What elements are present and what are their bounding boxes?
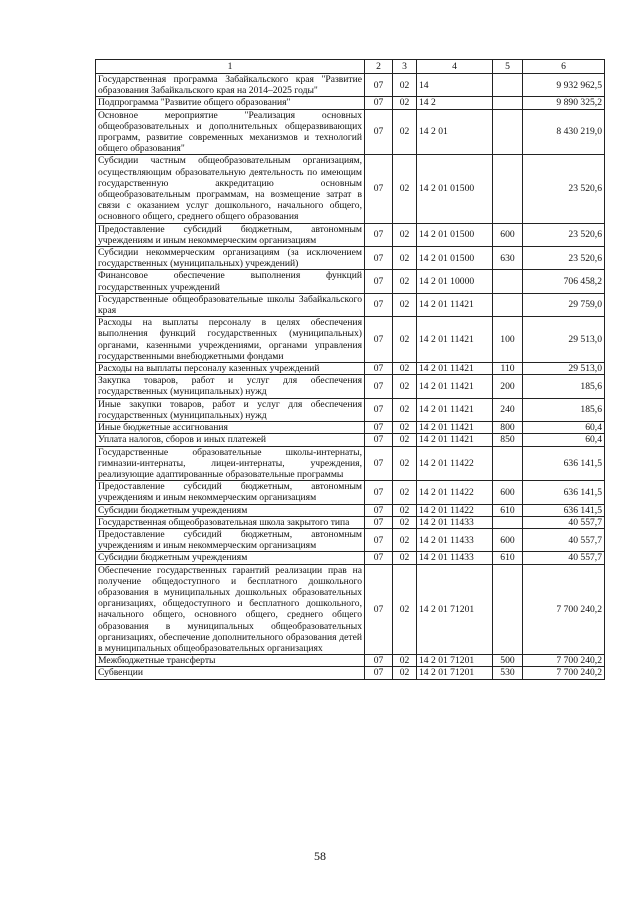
header-col-4: 4 (417, 60, 493, 74)
row-subsection-cell: 02 (393, 422, 417, 434)
row-name-cell: Предоставление субсидий бюджетным, автономным учреждениям и иным некоммерческим организациям (96, 528, 365, 551)
budget-table (95, 59, 605, 680)
row-subsection-cell: 02 (393, 293, 417, 316)
row-target-article-cell: 14 2 01 01500 (417, 247, 493, 270)
row-name-cell: Расходы на выплаты персоналу казенных учреждений (96, 363, 365, 375)
row-expense-type-cell: 530 (493, 667, 523, 679)
table-row (96, 434, 605, 446)
row-subsection-cell: 02 (393, 655, 417, 667)
table-row (96, 270, 605, 293)
row-target-article-cell: 14 2 01 11422 (417, 481, 493, 504)
row-amount-cell: 8 430 219,0 (523, 109, 605, 155)
table-row (96, 528, 605, 551)
row-amount-cell: 636 141,5 (523, 446, 605, 481)
row-subsection-cell: 02 (393, 528, 417, 551)
row-amount-cell: 185,6 (523, 375, 605, 398)
row-name-cell: Закупка товаров, работ и услуг для обеспечения государственных (муниципальных) нужд (96, 375, 365, 398)
row-target-article-cell: 14 2 01 01500 (417, 155, 493, 223)
table-row (96, 223, 605, 246)
row-name-cell: Иные бюджетные ассигнования (96, 422, 365, 434)
row-expense-type-cell: 500 (493, 655, 523, 667)
row-expense-type-cell: 610 (493, 552, 523, 564)
page-number: 58 (314, 849, 326, 863)
table-row (96, 155, 605, 223)
row-expense-type-cell (493, 74, 523, 97)
row-subsection-cell: 02 (393, 667, 417, 679)
row-amount-cell: 636 141,5 (523, 481, 605, 504)
row-target-article-cell: 14 2 01 71201 (417, 655, 493, 667)
table-row (96, 97, 605, 109)
row-amount-cell: 29 513,0 (523, 363, 605, 375)
row-target-article-cell: 14 2 01 11421 (417, 317, 493, 363)
row-amount-cell: 29 513,0 (523, 317, 605, 363)
row-name-cell: Государственная программа Забайкальского края "Развитие образования Забайкальского края на 2014–2025 годы" (96, 74, 365, 97)
row-section-cell: 07 (365, 481, 393, 504)
row-section-cell: 07 (365, 375, 393, 398)
row-name-cell: Субвенции (96, 667, 365, 679)
row-section-cell: 07 (365, 504, 393, 516)
row-expense-type-cell (493, 293, 523, 316)
row-target-article-cell: 14 (417, 74, 493, 97)
row-name-cell: Субсидии бюджетным учреждениям (96, 504, 365, 516)
row-amount-cell: 9 932 962,5 (523, 74, 605, 97)
table-body (96, 74, 605, 680)
row-name-cell: Уплата налогов, сборов и иных платежей (96, 434, 365, 446)
table-row (96, 247, 605, 270)
row-expense-type-cell: 200 (493, 375, 523, 398)
row-target-article-cell: 14 2 01 10000 (417, 270, 493, 293)
row-subsection-cell: 02 (393, 247, 417, 270)
row-name-cell: Субсидии частным общеобразовательным организациям, осуществляющим образовательную деятельность по имеющим государственную аккредитацию основным общеобразовательным программам, на возмещение затрат в связи с оказанием услуг дошкольного, начального общего, основного общего, среднего общего образования (96, 155, 365, 223)
row-subsection-cell: 02 (393, 375, 417, 398)
row-expense-type-cell (493, 109, 523, 155)
row-subsection-cell: 02 (393, 74, 417, 97)
row-expense-type-cell (493, 270, 523, 293)
row-target-article-cell: 14 2 01 11433 (417, 528, 493, 551)
row-section-cell: 07 (365, 398, 393, 421)
row-section-cell: 07 (365, 655, 393, 667)
row-expense-type-cell (493, 564, 523, 655)
row-subsection-cell: 02 (393, 446, 417, 481)
row-subsection-cell: 02 (393, 363, 417, 375)
row-section-cell: 07 (365, 564, 393, 655)
row-amount-cell: 636 141,5 (523, 504, 605, 516)
row-expense-type-cell: 110 (493, 363, 523, 375)
table-row (96, 516, 605, 528)
table-row (96, 481, 605, 504)
row-subsection-cell: 02 (393, 270, 417, 293)
header-col-2: 2 (365, 60, 393, 74)
row-expense-type-cell: 630 (493, 247, 523, 270)
row-subsection-cell: 02 (393, 516, 417, 528)
row-expense-type-cell: 800 (493, 422, 523, 434)
row-target-article-cell: 14 2 01 11422 (417, 446, 493, 481)
row-name-cell: Подпрограмма "Развитие общего образования" (96, 97, 365, 109)
row-name-cell: Финансовое обеспечение выполнения функций государственных учреждений (96, 270, 365, 293)
row-name-cell: Межбюджетные трансферты (96, 655, 365, 667)
row-section-cell: 07 (365, 422, 393, 434)
header-col-5: 5 (493, 60, 523, 74)
row-target-article-cell: 14 2 01 (417, 109, 493, 155)
row-section-cell: 07 (365, 155, 393, 223)
row-expense-type-cell (493, 97, 523, 109)
table-row (96, 363, 605, 375)
row-target-article-cell: 14 2 (417, 97, 493, 109)
table-row (96, 504, 605, 516)
row-name-cell: Государственная общеобразовательная школа закрытого типа (96, 516, 365, 528)
row-expense-type-cell: 610 (493, 504, 523, 516)
row-target-article-cell: 14 2 01 71201 (417, 667, 493, 679)
table-row (96, 375, 605, 398)
row-name-cell: Основное мероприятие "Реализация основных общеобразовательных и дополнительных общеразвивающих программ, развитие современных механизмов и технологий общего образования" (96, 109, 365, 155)
row-amount-cell: 706 458,2 (523, 270, 605, 293)
header-col-3: 3 (393, 60, 417, 74)
row-target-article-cell: 14 2 01 11421 (417, 375, 493, 398)
row-subsection-cell: 02 (393, 564, 417, 655)
row-subsection-cell: 02 (393, 109, 417, 155)
row-section-cell: 07 (365, 97, 393, 109)
row-amount-cell: 7 700 240,2 (523, 655, 605, 667)
row-section-cell: 07 (365, 363, 393, 375)
row-subsection-cell: 02 (393, 434, 417, 446)
row-amount-cell: 185,6 (523, 398, 605, 421)
row-target-article-cell: 14 2 01 01500 (417, 223, 493, 246)
row-subsection-cell: 02 (393, 481, 417, 504)
row-expense-type-cell: 600 (493, 528, 523, 551)
row-target-article-cell: 14 2 01 11421 (417, 434, 493, 446)
row-target-article-cell: 14 2 01 11422 (417, 504, 493, 516)
row-amount-cell: 7 700 240,2 (523, 667, 605, 679)
row-target-article-cell: 14 2 01 11433 (417, 552, 493, 564)
table-row (96, 552, 605, 564)
row-target-article-cell: 14 2 01 71201 (417, 564, 493, 655)
row-section-cell: 07 (365, 293, 393, 316)
row-section-cell: 07 (365, 109, 393, 155)
table-row (96, 667, 605, 679)
row-amount-cell: 40 557,7 (523, 552, 605, 564)
row-name-cell: Государственные образовательные школы-интернаты, гимназии-интернаты, лицеи-интернаты, учреждения, реализующие адаптированные образовательные программы (96, 446, 365, 481)
table-row (96, 564, 605, 655)
row-section-cell: 07 (365, 247, 393, 270)
row-target-article-cell: 14 2 01 11421 (417, 422, 493, 434)
row-subsection-cell: 02 (393, 398, 417, 421)
row-name-cell: Обеспечение государственных гарантий реализации прав на получение общедоступного и бесплатного дошкольного образования в муниципальных дошкольных образовательных организациях, общедоступного и бесплатного дошкольного, начального общего, основного общего, среднего общего образования в муниципальных общеобразовательных организациях, обеспечение дополнительного образования детей в муниципальных общеобразовательных организациях (96, 564, 365, 655)
row-subsection-cell: 02 (393, 223, 417, 246)
row-section-cell: 07 (365, 74, 393, 97)
row-target-article-cell: 14 2 01 11421 (417, 398, 493, 421)
row-section-cell: 07 (365, 223, 393, 246)
row-section-cell: 07 (365, 528, 393, 551)
table-row (96, 422, 605, 434)
row-name-cell: Иные закупки товаров, работ и услуг для обеспечения государственных (муниципальных) нужд (96, 398, 365, 421)
row-name-cell: Предоставление субсидий бюджетным, автономным учреждениям и иным некоммерческим организациям (96, 223, 365, 246)
row-name-cell: Субсидии некоммерческим организациям (за исключением государственных (муниципальных) учреждений) (96, 247, 365, 270)
row-subsection-cell: 02 (393, 97, 417, 109)
row-amount-cell: 40 557,7 (523, 528, 605, 551)
row-expense-type-cell: 100 (493, 317, 523, 363)
table-row (96, 398, 605, 421)
row-amount-cell: 29 759,0 (523, 293, 605, 316)
row-subsection-cell: 02 (393, 552, 417, 564)
row-expense-type-cell: 850 (493, 434, 523, 446)
row-expense-type-cell (493, 516, 523, 528)
table-row (96, 655, 605, 667)
row-expense-type-cell (493, 155, 523, 223)
row-amount-cell: 23 520,6 (523, 155, 605, 223)
row-amount-cell: 9 890 325,2 (523, 97, 605, 109)
row-target-article-cell: 14 2 01 11433 (417, 516, 493, 528)
row-expense-type-cell (493, 446, 523, 481)
table-row (96, 446, 605, 481)
row-amount-cell: 7 700 240,2 (523, 564, 605, 655)
row-expense-type-cell: 600 (493, 481, 523, 504)
row-amount-cell: 23 520,6 (523, 223, 605, 246)
header-col-6: 6 (523, 60, 605, 74)
row-section-cell: 07 (365, 446, 393, 481)
row-section-cell: 07 (365, 552, 393, 564)
row-amount-cell: 60,4 (523, 422, 605, 434)
row-expense-type-cell: 600 (493, 223, 523, 246)
header-col-1: 1 (96, 60, 365, 74)
row-section-cell: 07 (365, 667, 393, 679)
table-row (96, 293, 605, 316)
row-name-cell: Предоставление субсидий бюджетным, автономным учреждениям и иным некоммерческим организациям (96, 481, 365, 504)
row-subsection-cell: 02 (393, 317, 417, 363)
row-expense-type-cell: 240 (493, 398, 523, 421)
row-subsection-cell: 02 (393, 155, 417, 223)
row-section-cell: 07 (365, 434, 393, 446)
row-name-cell: Расходы на выплаты персоналу в целях обеспечения выполнения функций государственных (муниципальных) органами, казенными учреждениями, органами управления государственными внебюджетными фондами (96, 317, 365, 363)
row-subsection-cell: 02 (393, 504, 417, 516)
row-name-cell: Государственные общеобразовательные школы Забайкальского края (96, 293, 365, 316)
row-section-cell: 07 (365, 516, 393, 528)
row-amount-cell: 23 520,6 (523, 247, 605, 270)
row-section-cell: 07 (365, 317, 393, 363)
table-header-row (96, 60, 605, 74)
row-section-cell: 07 (365, 270, 393, 293)
row-target-article-cell: 14 2 01 11421 (417, 363, 493, 375)
row-amount-cell: 40 557,7 (523, 516, 605, 528)
table-row (96, 317, 605, 363)
row-target-article-cell: 14 2 01 11421 (417, 293, 493, 316)
table-row (96, 109, 605, 155)
row-amount-cell: 60,4 (523, 434, 605, 446)
table-row (96, 74, 605, 97)
row-name-cell: Субсидии бюджетным учреждениям (96, 552, 365, 564)
